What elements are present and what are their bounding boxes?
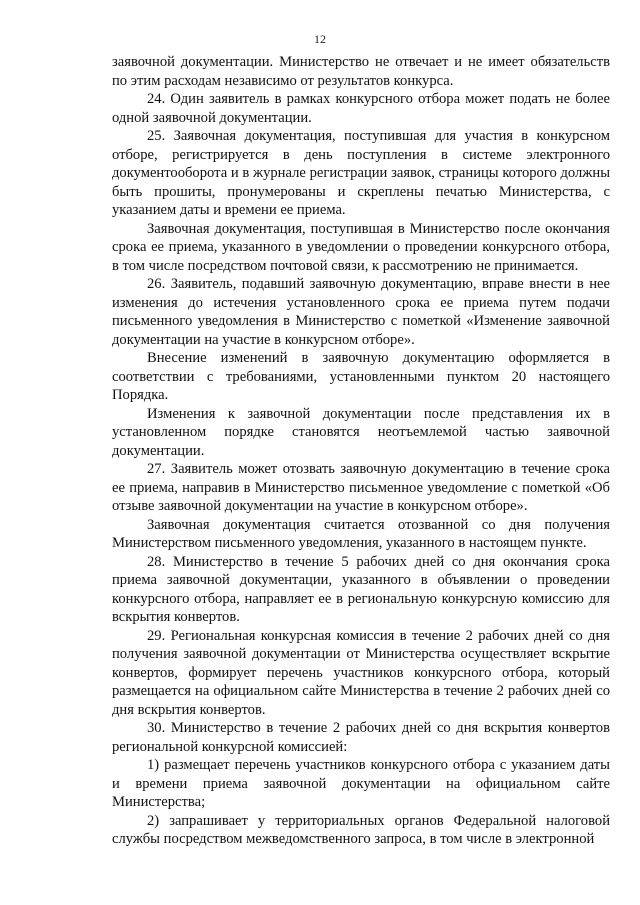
paragraph-item-26: 26. Заявитель, подавший заявочную документацию, вправе внести в нее изменения до истечения установленного срока ее приема путем подачи письменного уведомления в Министерство с пометкой «Изменение заявочной документации на участие в конкурсном отборе». xyxy=(112,276,610,348)
document-body xyxy=(112,53,610,849)
paragraph-late-submission: Заявочная документация, поступившая в Министерство после окончания срока ее приема, указанного в уведомлении о проведении конкурсного отбора, в том числе посредством почтовой связи, к рассмотрению не принимается. xyxy=(112,220,610,274)
paragraph-changes-format: Внесение изменений в заявочную документацию оформляется в соответствии с требованиями, установленными пунктом 20 настоящего Порядка. xyxy=(112,350,610,403)
paragraph-continuation: заявочной документации. Министерство не отвечает и не имеет обязательств по этим расходам независимо от результатов конкурса. xyxy=(112,54,610,89)
paragraph-changes-part: Изменения к заявочной документации после представления их в установленном порядке становятся неотъемлемой частью заявочной документации. xyxy=(112,405,610,459)
paragraph-subitem-2: 2) запрашивает у территориальных органов Федеральной налоговой службы посредством межведомственного запроса, в том числе в электронной xyxy=(112,812,610,847)
paragraph-withdrawal: Заявочная документация считается отозванной со дня получения Министерством письменного уведомления, указанного в настоящем пункте. xyxy=(112,516,610,551)
paragraph-item-25: 25. Заявочная документация, поступившая для участия в конкурсном отборе, регистрируется в день поступления в системе электронного документооборота и в журнале регистрации заявок, страницы которого должны быть прошиты, пронумерованы и скреплены печатью Министерства, с указанием даты и времени ее приема. xyxy=(112,128,610,218)
paragraph-item-29: 29. Региональная конкурсная комиссия в течение 2 рабочих дней со дня получения заявочной документации от Министерства осуществляет вскрытие конвертов, формирует перечень участников конкурсного отбора, который размещается на официальном сайте Министерства в течение 2 рабочих дней со дня вскрытия конвертов. xyxy=(112,627,610,718)
paragraph-item-30: 30. Министерство в течение 2 рабочих дней со дня вскрытия конвертов региональной конкурсной комиссией: xyxy=(112,720,610,755)
paragraph-item-28: 28. Министерство в течение 5 рабочих дней со дня окончания срока приема заявочной документации, указанного в объявлении о проведении конкурсного отбора, направляет ее в региональную конкурсную комиссию для вскрытия конвертов. xyxy=(112,553,610,625)
paragraph-item-27: 27. Заявитель может отозвать заявочную документацию в течение срока ее приема, направив в Министерство письменное уведомление с пометкой «Об отзыве заявочной документации на участие в конкурсном отборе». xyxy=(112,461,610,514)
paragraph-item-24: 24. Один заявитель в рамках конкурсного отбора может подать не более одной заявочной документации. xyxy=(112,91,610,126)
page-number: 12 xyxy=(314,32,326,46)
paragraph-subitem-1: 1) размещает перечень участников конкурсного отбора с указанием даты и времени приема заявочной документации на официальном сайте Министерства; xyxy=(112,757,610,810)
